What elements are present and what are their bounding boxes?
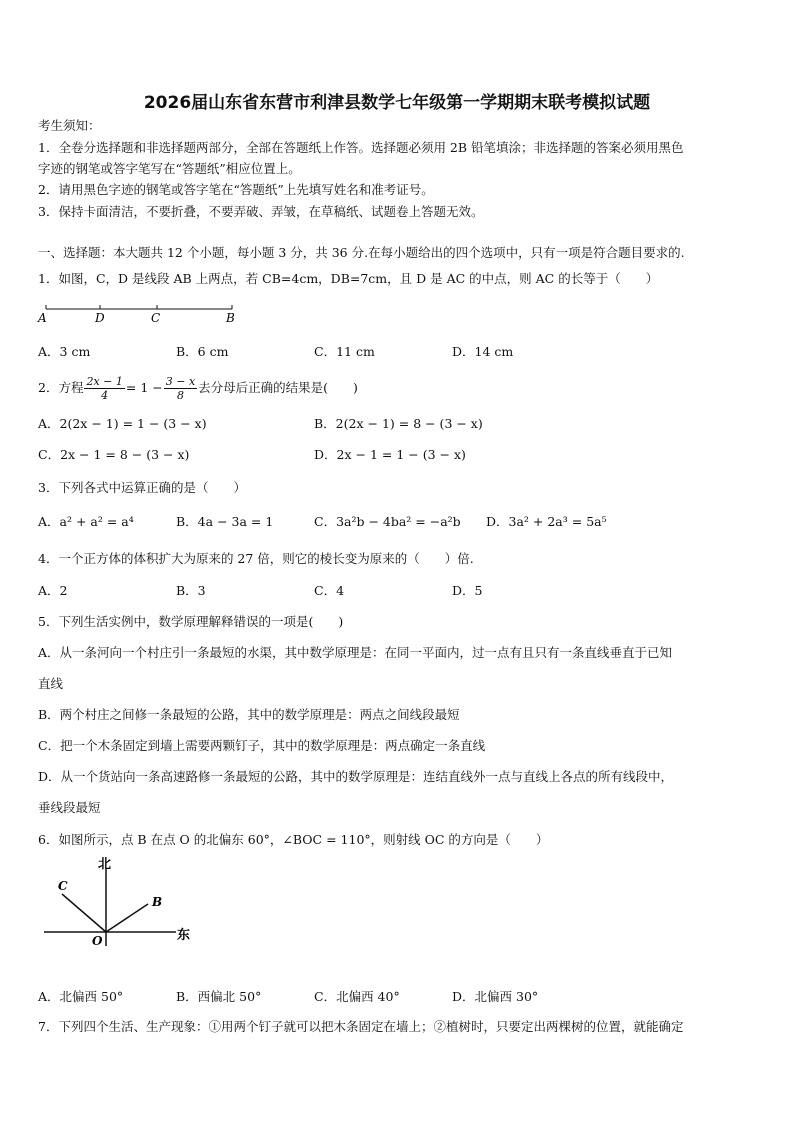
q1-option-b[interactable]: B．6 cm: [176, 344, 229, 359]
q4-option-c[interactable]: C．4: [314, 583, 345, 598]
fraction-2: [164, 375, 197, 402]
fraction-1: [84, 375, 124, 402]
q3-option-b[interactable]: B．4a − 3a = 1: [176, 514, 274, 529]
q3-option-d[interactable]: D．3a² + 2a³ = 5a⁵: [486, 514, 607, 529]
q2-equals: = 1 −: [125, 380, 163, 395]
q4-option-d[interactable]: D．5: [452, 583, 483, 598]
question-6-stem: 6．如图所示，点 B 在点 O 的北偏东 60°，∠BOC = 110°，则射线 OC 的方向是（ ）: [38, 832, 549, 847]
point-b-label: B: [152, 895, 163, 909]
question-2-stem: [38, 370, 358, 406]
q1-option-d[interactable]: D．14 cm: [452, 344, 514, 359]
q6-option-d[interactable]: D．北偏西 30°: [452, 989, 539, 1004]
section-heading: 一、选择题：本大题共 12 个小题，每小题 3 分，共 36 分.在每小题给出的四个选项中，只有一项是符合题目要求的.: [38, 245, 685, 260]
direction-figure: [40, 856, 200, 956]
question-3-stem: 3．下列各式中运算正确的是（ ）: [38, 480, 246, 495]
point-label-c: C: [151, 311, 161, 325]
question-7-stem: 7．下列四个生活、生产现象：①用两个钉子就可以把木条固定在墙上；②植树时，只要定出两棵树的位置，就能确定: [38, 1019, 684, 1034]
fraction-2-numerator: 3 − x: [165, 375, 196, 388]
q5-option-a[interactable]: A．从一条河向一个村庄引一条最短的水渠，其中数学原理是：在同一平面内，过一点有且只有一条直线垂直于已知: [38, 645, 673, 660]
east-label: 东: [177, 928, 191, 943]
point-c-label: C: [58, 879, 68, 893]
q4-option-a[interactable]: A．2: [38, 583, 68, 598]
q3-option-c[interactable]: C．3a²b − 4ba² = −a²b: [314, 514, 461, 529]
q5-option-d[interactable]: D．从一个货站向一条高速路修一条最短的公路，其中的数学原理是：连结直线外一点与直线上各点的所有线段中，: [38, 769, 674, 784]
point-label-b: B: [226, 311, 235, 325]
fraction-1-denominator: 4: [101, 389, 109, 402]
q6-option-c[interactable]: C．北偏西 40°: [314, 989, 400, 1004]
point-label-d: D: [95, 311, 105, 325]
fraction-1-numerator: 2x − 1: [86, 375, 123, 388]
segment-figure: [36, 300, 246, 326]
q4-option-b[interactable]: B．3: [176, 583, 206, 598]
notice-item: 3．保持卡面清洁，不要折叠，不要弄破、弄皱，在草稿纸、试题卷上答题无效。: [38, 204, 484, 219]
q2-option-b[interactable]: B．2(2x − 1) = 8 − (3 − x): [314, 416, 483, 431]
exam-title: 2026届山东省东营市利津县数学七年级第一学期期末联考模拟试题: [143, 93, 651, 113]
fraction-2-denominator: 8: [176, 389, 184, 402]
q2-option-d[interactable]: D．2x − 1 = 1 − (3 − x): [314, 447, 466, 462]
q5-option-d-cont: 垂线段最短: [38, 800, 101, 815]
q5-option-a-cont: 直线: [38, 676, 64, 691]
q5-option-b[interactable]: B．两个村庄之间修一条最短的公路，其中的数学原理是：两点之间线段最短: [38, 707, 460, 722]
q2-option-c[interactable]: C．2x − 1 = 8 − (3 − x): [38, 447, 190, 462]
q5-option-c[interactable]: C．把一个木条固定到墙上需要两颗钉子，其中的数学原理是：两点确定一条直线: [38, 738, 486, 753]
question-4-stem: 4．一个正方体的体积扩大为原来的 27 倍，则它的棱长变为原来的（ ）倍.: [38, 551, 474, 566]
q1-option-c[interactable]: C．11 cm: [314, 344, 375, 359]
question-1-stem: 1．如图，C，D 是线段 AB 上两点，若 CB=4cm，DB=7cm，且 D 是 AC 的中点，则 AC 的长等于（ ）: [38, 271, 659, 286]
q2-option-a[interactable]: A．2(2x − 1) = 1 − (3 − x): [38, 416, 207, 431]
q2-prefix: 2．方程: [38, 380, 84, 395]
notice-heading: 考生须知：: [38, 118, 101, 133]
q1-option-a[interactable]: A．3 cm: [38, 344, 91, 359]
q3-option-a[interactable]: A．a² + a² = a⁴: [38, 514, 134, 529]
notice-item: 字迹的钢笔或答字笔写在“答题纸”相应位置上。: [38, 161, 301, 176]
question-5-stem: 5．下列生活实例中，数学原理解释错误的一项是( ): [38, 614, 344, 629]
north-label: 北: [98, 857, 112, 872]
origin-label: O: [92, 934, 103, 948]
q6-option-b[interactable]: B．西偏北 50°: [176, 989, 262, 1004]
notice-item: 1．全卷分选择题和非选择题两部分，全部在答题纸上作答。选择题必须用 2B 铅笔填涂；非选择题的答案必须用黑色: [38, 140, 684, 155]
q6-option-a[interactable]: A．北偏西 50°: [38, 989, 124, 1004]
notice-item: 2．请用黑色字迹的钢笔或答字笔在“答题纸”上先填写姓名和准考证号。: [38, 182, 434, 197]
point-label-a: A: [38, 311, 47, 325]
q2-suffix: 去分母后正确的结果是( ): [198, 380, 358, 395]
